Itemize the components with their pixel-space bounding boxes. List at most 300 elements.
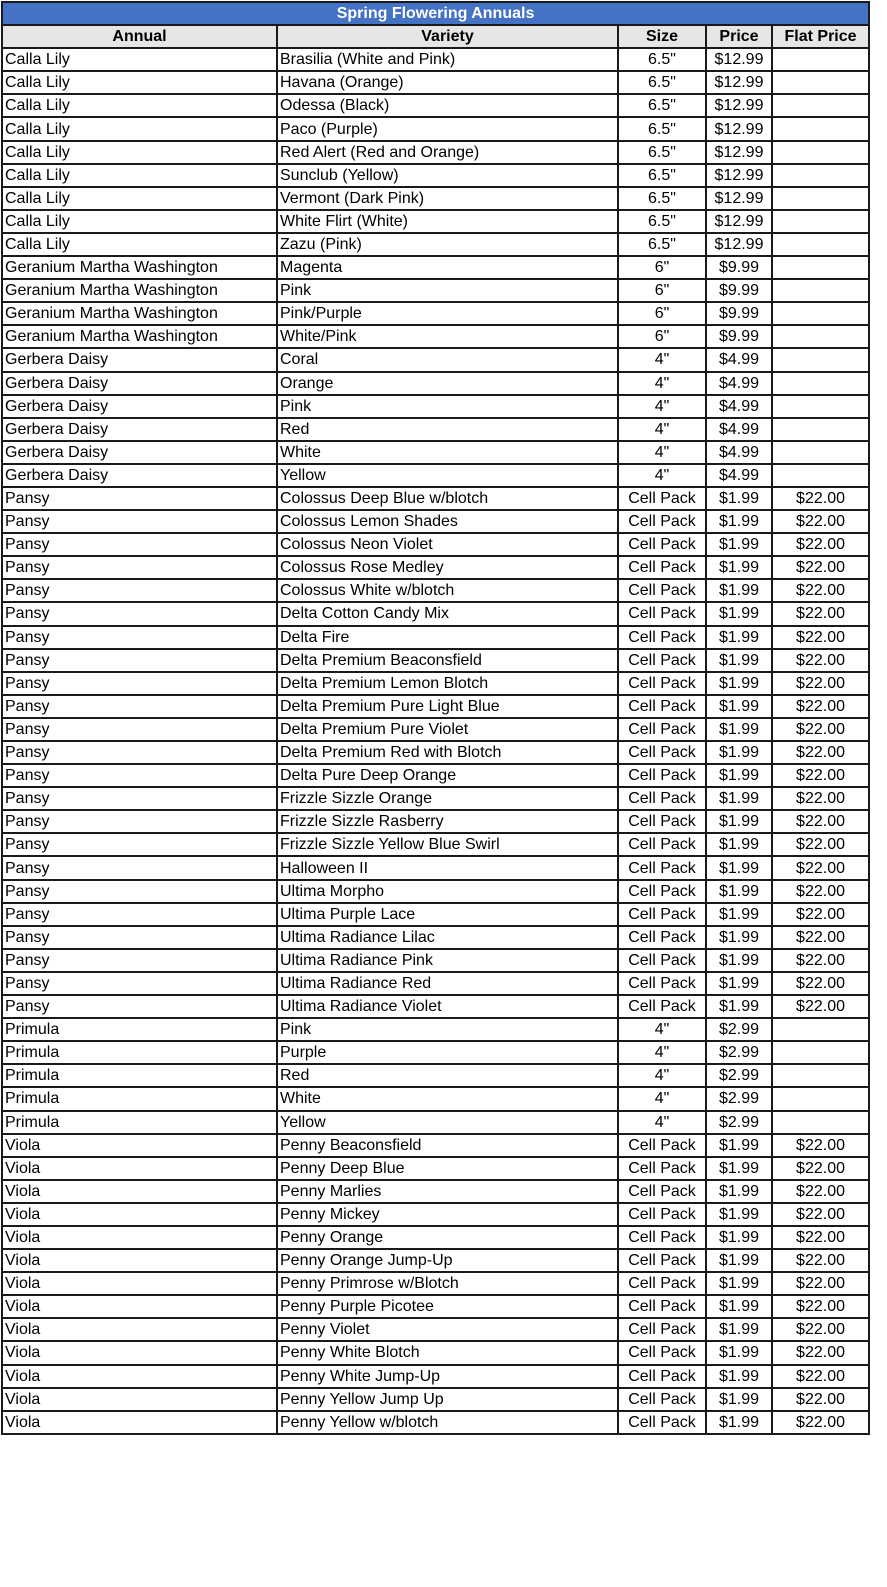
size-cell: 4" [618,464,706,487]
size-cell: Cell Pack [618,833,706,856]
price-cell: $12.99 [706,94,772,117]
price-cell: $12.99 [706,48,772,71]
size-cell: Cell Pack [618,1388,706,1411]
annual-cell: Pansy [2,880,277,903]
variety-cell: Delta Premium Pure Violet [277,718,618,741]
variety-cell: Delta Fire [277,626,618,649]
price-cell: $12.99 [706,164,772,187]
variety-cell: Delta Premium Red with Blotch [277,741,618,764]
variety-cell: Frizzle Sizzle Rasberry [277,810,618,833]
price-cell: $1.99 [706,695,772,718]
variety-cell: Penny Mickey [277,1203,618,1226]
size-cell: Cell Pack [618,1180,706,1203]
table-row [2,718,869,741]
annual-cell: Pansy [2,856,277,879]
flat-price-cell [772,187,869,210]
annual-cell: Geranium Martha Washington [2,325,277,348]
table-row [2,579,869,602]
table-row [2,441,869,464]
size-cell: 6.5" [618,117,706,140]
flat-price-cell [772,256,869,279]
flat-price-cell [772,48,869,71]
variety-cell: Frizzle Sizzle Orange [277,787,618,810]
flat-price-cell [772,210,869,233]
price-cell: $1.99 [706,926,772,949]
price-cell: $2.99 [706,1018,772,1041]
flat-price-cell: $22.00 [772,1365,869,1388]
table-row [2,695,869,718]
variety-cell: Colossus Deep Blue w/blotch [277,487,618,510]
size-cell: 6.5" [618,141,706,164]
flat-price-cell: $22.00 [772,1180,869,1203]
size-cell: 6" [618,325,706,348]
size-cell: Cell Pack [618,718,706,741]
price-cell: $1.99 [706,487,772,510]
flat-price-cell [772,325,869,348]
size-cell: 4" [618,348,706,371]
table-row [2,1226,869,1249]
annual-cell: Pansy [2,672,277,695]
variety-cell: Penny Marlies [277,1180,618,1203]
size-cell: Cell Pack [618,903,706,926]
flat-price-cell: $22.00 [772,1157,869,1180]
price-cell: $12.99 [706,71,772,94]
size-cell: 4" [618,1087,706,1110]
variety-cell: White [277,1087,618,1110]
table-row [2,94,869,117]
annual-cell: Pansy [2,626,277,649]
flat-price-cell [772,395,869,418]
size-cell: Cell Pack [618,579,706,602]
variety-cell: Paco (Purple) [277,117,618,140]
price-cell: $4.99 [706,395,772,418]
table-row [2,833,869,856]
flat-price-cell: $22.00 [772,533,869,556]
price-cell: $1.99 [706,1203,772,1226]
flat-price-cell [772,233,869,256]
variety-cell: Penny Violet [277,1318,618,1341]
annual-cell: Pansy [2,487,277,510]
annual-cell: Calla Lily [2,210,277,233]
variety-cell: Halloween II [277,856,618,879]
price-cell: $4.99 [706,372,772,395]
flat-price-cell: $22.00 [772,487,869,510]
annual-cell: Gerbera Daisy [2,348,277,371]
table-row [2,972,869,995]
variety-cell: Ultima Radiance Red [277,972,618,995]
table-row [2,949,869,972]
variety-cell: Pink/Purple [277,302,618,325]
variety-cell: Red [277,418,618,441]
size-cell: 6.5" [618,164,706,187]
flat-price-cell [772,94,869,117]
table-row [2,187,869,210]
variety-cell: Penny Orange Jump-Up [277,1249,618,1272]
flat-price-cell: $22.00 [772,695,869,718]
variety-cell: Penny White Blotch [277,1341,618,1364]
annual-cell: Primula [2,1041,277,1064]
size-cell: Cell Pack [618,626,706,649]
annual-cell: Viola [2,1272,277,1295]
price-cell: $1.99 [706,1180,772,1203]
size-cell: Cell Pack [618,995,706,1018]
table-row [2,764,869,787]
size-cell: Cell Pack [618,1341,706,1364]
price-cell: $2.99 [706,1064,772,1087]
variety-cell: Purple [277,1041,618,1064]
flat-price-cell: $22.00 [772,1203,869,1226]
flat-price-cell: $22.00 [772,856,869,879]
size-cell: Cell Pack [618,1226,706,1249]
annual-cell: Calla Lily [2,71,277,94]
annual-cell: Calla Lily [2,117,277,140]
size-cell: Cell Pack [618,787,706,810]
size-cell: Cell Pack [618,972,706,995]
size-cell: Cell Pack [618,510,706,533]
price-cell: $1.99 [706,787,772,810]
price-cell: $12.99 [706,210,772,233]
variety-cell: Ultima Morpho [277,880,618,903]
price-cell: $2.99 [706,1041,772,1064]
price-cell: $1.99 [706,1157,772,1180]
variety-cell: Penny Orange [277,1226,618,1249]
annual-cell: Primula [2,1018,277,1041]
variety-cell: Penny Yellow Jump Up [277,1388,618,1411]
price-cell: $1.99 [706,718,772,741]
variety-cell: Delta Premium Pure Light Blue [277,695,618,718]
variety-cell: Colossus White w/blotch [277,579,618,602]
size-cell: Cell Pack [618,1157,706,1180]
flat-price-cell: $22.00 [772,1134,869,1157]
annual-cell: Pansy [2,926,277,949]
annual-cell: Primula [2,1111,277,1134]
annual-cell: Pansy [2,903,277,926]
variety-cell: White Flirt (White) [277,210,618,233]
variety-cell: Ultima Radiance Violet [277,995,618,1018]
price-cell: $1.99 [706,1318,772,1341]
flat-price-cell: $22.00 [772,787,869,810]
flat-price-cell [772,279,869,302]
flat-price-cell: $22.00 [772,764,869,787]
variety-cell: Penny Deep Blue [277,1157,618,1180]
annual-cell: Gerbera Daisy [2,418,277,441]
price-cell: $1.99 [706,602,772,625]
variety-cell: Orange [277,372,618,395]
flat-price-cell: $22.00 [772,556,869,579]
table-row [2,325,869,348]
table-row [2,487,869,510]
flat-price-cell: $22.00 [772,926,869,949]
flat-price-cell: $22.00 [772,949,869,972]
table-row [2,233,869,256]
size-cell: Cell Pack [618,649,706,672]
size-cell: 4" [618,372,706,395]
table-row [2,602,869,625]
variety-cell: Sunclub (Yellow) [277,164,618,187]
size-cell: Cell Pack [618,1365,706,1388]
price-cell: $9.99 [706,325,772,348]
flat-price-cell [772,1018,869,1041]
annual-cell: Calla Lily [2,187,277,210]
table-row [2,1272,869,1295]
flat-price-cell [772,372,869,395]
price-cell: $1.99 [706,903,772,926]
table-row [2,1411,869,1434]
flat-price-cell [772,71,869,94]
variety-cell: Penny White Jump-Up [277,1365,618,1388]
annuals-table [1,1,870,1435]
flat-price-cell: $22.00 [772,1411,869,1434]
annual-cell: Pansy [2,741,277,764]
variety-cell: Havana (Orange) [277,71,618,94]
flat-price-cell [772,418,869,441]
price-cell: $1.99 [706,810,772,833]
price-cell: $1.99 [706,556,772,579]
price-cell: $4.99 [706,418,772,441]
price-cell: $1.99 [706,856,772,879]
column-header-size: Size [618,25,706,48]
price-cell: $1.99 [706,949,772,972]
table-row [2,1134,869,1157]
size-cell: 4" [618,1041,706,1064]
size-cell: 4" [618,1064,706,1087]
price-cell: $1.99 [706,1365,772,1388]
annual-cell: Primula [2,1064,277,1087]
price-cell: $1.99 [706,1226,772,1249]
annual-cell: Pansy [2,533,277,556]
flat-price-cell: $22.00 [772,810,869,833]
annual-cell: Pansy [2,649,277,672]
size-cell: Cell Pack [618,487,706,510]
annual-cell: Calla Lily [2,141,277,164]
annual-cell: Viola [2,1318,277,1341]
size-cell: 6.5" [618,94,706,117]
size-cell: Cell Pack [618,1411,706,1434]
flat-price-cell [772,1111,869,1134]
size-cell: Cell Pack [618,741,706,764]
table-row [2,533,869,556]
table-row [2,1018,869,1041]
size-cell: Cell Pack [618,533,706,556]
table-row [2,903,869,926]
flat-price-cell [772,302,869,325]
price-cell: $4.99 [706,464,772,487]
column-header-flat-price: Flat Price [772,25,869,48]
variety-cell: Penny Yellow w/blotch [277,1411,618,1434]
flat-price-cell: $22.00 [772,880,869,903]
flat-price-cell: $22.00 [772,1341,869,1364]
annual-cell: Pansy [2,695,277,718]
price-cell: $1.99 [706,1295,772,1318]
size-cell: Cell Pack [618,880,706,903]
annual-cell: Pansy [2,949,277,972]
table-row [2,279,869,302]
size-cell: Cell Pack [618,1295,706,1318]
flat-price-cell: $22.00 [772,626,869,649]
size-cell: Cell Pack [618,602,706,625]
annual-cell: Gerbera Daisy [2,372,277,395]
table-row [2,71,869,94]
variety-cell: Delta Pure Deep Orange [277,764,618,787]
table-row [2,164,869,187]
variety-cell: Red [277,1064,618,1087]
variety-cell: Odessa (Black) [277,94,618,117]
annual-cell: Viola [2,1295,277,1318]
annual-cell: Viola [2,1157,277,1180]
variety-cell: White [277,441,618,464]
price-cell: $1.99 [706,764,772,787]
size-cell: Cell Pack [618,1272,706,1295]
column-header-variety: Variety [277,25,618,48]
flat-price-cell: $22.00 [772,1295,869,1318]
price-cell: $1.99 [706,880,772,903]
flat-price-cell [772,1064,869,1087]
size-cell: Cell Pack [618,1134,706,1157]
flat-price-cell: $22.00 [772,718,869,741]
variety-cell: Colossus Lemon Shades [277,510,618,533]
variety-cell: Pink [277,279,618,302]
size-cell: Cell Pack [618,672,706,695]
variety-cell: Penny Purple Picotee [277,1295,618,1318]
table-title: Spring Flowering Annuals [2,2,869,25]
size-cell: Cell Pack [618,556,706,579]
annual-cell: Viola [2,1249,277,1272]
flat-price-cell [772,464,869,487]
variety-cell: Yellow [277,1111,618,1134]
size-cell: Cell Pack [618,764,706,787]
variety-cell: Ultima Purple Lace [277,903,618,926]
flat-price-cell: $22.00 [772,903,869,926]
variety-cell: Pink [277,395,618,418]
price-cell: $1.99 [706,995,772,1018]
table-row [2,856,869,879]
size-cell: 4" [618,418,706,441]
table-row [2,810,869,833]
variety-cell: White/Pink [277,325,618,348]
price-cell: $9.99 [706,279,772,302]
price-cell: $1.99 [706,972,772,995]
table-row [2,626,869,649]
variety-cell: Red Alert (Red and Orange) [277,141,618,164]
size-cell: 6" [618,302,706,325]
size-cell: Cell Pack [618,695,706,718]
annual-cell: Primula [2,1087,277,1110]
annual-cell: Gerbera Daisy [2,395,277,418]
variety-cell: Yellow [277,464,618,487]
table-row [2,1111,869,1134]
size-cell: 6.5" [618,48,706,71]
flat-price-cell: $22.00 [772,579,869,602]
size-cell: 6.5" [618,71,706,94]
variety-cell: Coral [277,348,618,371]
annual-cell: Calla Lily [2,94,277,117]
flat-price-cell: $22.00 [772,833,869,856]
table-row [2,1041,869,1064]
flat-price-cell: $22.00 [772,1249,869,1272]
price-cell: $2.99 [706,1111,772,1134]
annual-cell: Geranium Martha Washington [2,256,277,279]
flat-price-cell: $22.00 [772,1388,869,1411]
price-cell: $1.99 [706,1249,772,1272]
table-row [2,48,869,71]
annual-cell: Geranium Martha Washington [2,302,277,325]
flat-price-cell [772,117,869,140]
variety-cell: Ultima Radiance Pink [277,949,618,972]
price-cell: $1.99 [706,626,772,649]
table-row [2,1203,869,1226]
variety-cell: Vermont (Dark Pink) [277,187,618,210]
table-row [2,880,869,903]
annual-cell: Calla Lily [2,164,277,187]
annual-cell: Pansy [2,810,277,833]
variety-cell: Brasilia (White and Pink) [277,48,618,71]
annual-cell: Pansy [2,579,277,602]
size-cell: 4" [618,1111,706,1134]
table-row [2,464,869,487]
table-row [2,649,869,672]
size-cell: Cell Pack [618,949,706,972]
size-cell: Cell Pack [618,856,706,879]
variety-cell: Pink [277,1018,618,1041]
table-row [2,1341,869,1364]
variety-cell: Delta Premium Lemon Blotch [277,672,618,695]
annual-cell: Gerbera Daisy [2,441,277,464]
flat-price-cell: $22.00 [772,1272,869,1295]
annual-cell: Pansy [2,718,277,741]
flat-price-cell: $22.00 [772,995,869,1018]
flat-price-cell [772,1087,869,1110]
size-cell: 6.5" [618,187,706,210]
variety-cell: Delta Cotton Candy Mix [277,602,618,625]
table-row [2,995,869,1018]
table-row [2,1064,869,1087]
table-row [2,372,869,395]
table-row [2,510,869,533]
annual-cell: Viola [2,1411,277,1434]
table-row [2,348,869,371]
table-row [2,302,869,325]
price-cell: $4.99 [706,348,772,371]
price-cell: $12.99 [706,233,772,256]
flat-price-cell: $22.00 [772,672,869,695]
flat-price-cell [772,348,869,371]
size-cell: Cell Pack [618,1249,706,1272]
annual-cell: Viola [2,1388,277,1411]
flat-price-cell [772,441,869,464]
size-cell: Cell Pack [618,926,706,949]
price-cell: $9.99 [706,256,772,279]
price-cell: $2.99 [706,1087,772,1110]
table-row [2,1087,869,1110]
annual-cell: Geranium Martha Washington [2,279,277,302]
annual-cell: Pansy [2,764,277,787]
price-cell: $1.99 [706,1411,772,1434]
annual-cell: Pansy [2,787,277,810]
annual-cell: Calla Lily [2,233,277,256]
table-row [2,1318,869,1341]
column-header-annual: Annual [2,25,277,48]
flat-price-cell [772,141,869,164]
price-cell: $1.99 [706,672,772,695]
table-row [2,1157,869,1180]
table-row [2,1388,869,1411]
annual-cell: Viola [2,1203,277,1226]
flat-price-cell: $22.00 [772,741,869,764]
annual-cell: Pansy [2,602,277,625]
annual-cell: Viola [2,1226,277,1249]
price-cell: $12.99 [706,187,772,210]
table-row [2,256,869,279]
